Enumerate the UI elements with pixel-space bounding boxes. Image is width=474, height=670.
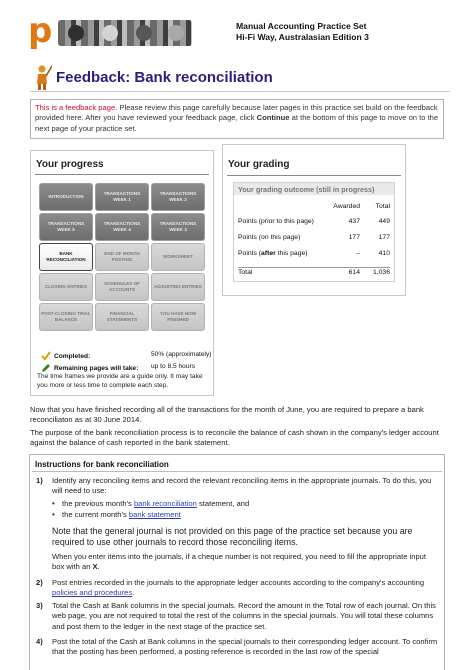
awarded-column-header: Awarded [333, 203, 360, 210]
instruction-step-3 [36, 601, 438, 632]
progress-step-end-of-month-posting: END OF MONTH POSTING [95, 243, 149, 271]
progress-step-adjusting-entries: ADJUSTING ENTRIES [151, 273, 205, 301]
instruction-step-1 [36, 476, 438, 497]
progress-step-transactions-week-4: TRANSACTIONS WEEK 4 [95, 213, 149, 241]
step-text: Post the total of the Cash at Bank columns in the special journals to their corresponding ledger account. To confirm that the posting has been performed, a posting reference is recorded in the last row of the special [52, 637, 438, 657]
policies-and-procedures-link[interactable]: policies and procedures [52, 588, 133, 598]
grading-outcome-table [233, 182, 395, 282]
grading-row-total: 410 [378, 250, 390, 257]
progress-title-divider [35, 174, 209, 175]
step-number: 3) [36, 601, 43, 610]
progress-step-transactions-week-5: TRANSACTIONS WEEK 5 [39, 213, 93, 241]
progress-step-schedules-of-accounts: SCHEDULES OF ACCOUNTS [95, 273, 149, 301]
instructions-title: Instructions for bank reconciliation [35, 460, 169, 469]
grading-row-label: Points (after this page) [238, 250, 308, 257]
grading-row-after [238, 250, 390, 261]
grading-row-total: 449 [378, 218, 390, 225]
step-number: 4) [36, 637, 43, 646]
completed-row [41, 351, 212, 361]
grading-panel [222, 144, 406, 296]
grading-total-awarded: 614 [348, 269, 360, 276]
progress-panel [30, 150, 214, 396]
grading-row-prior [238, 218, 390, 229]
instructions-divider [32, 471, 442, 472]
grading-title: Your grading [228, 159, 290, 170]
step-text: Post entries recorded in the journals to the appropriate ledger accounts according to the company's accounting policies and procedures. [52, 578, 425, 598]
remaining-value: up to 8.5 hours [151, 363, 195, 370]
total-column-header: Total [375, 203, 390, 210]
feedback-notice-text-end: at the bottom of this page to move on to the next page of your practice set. [35, 113, 439, 133]
step-text: Total the Cash at Bank columns in the special journals. Record the amount in the Total row of each journal. On this web page, you are not required to total the rest of the columns in the special journals. You will total these columns and post them to the ledger in the next stage of the practice set. [52, 601, 436, 631]
progress-step-transactions-week-1: TRANSACTIONS WEEK 1 [95, 183, 149, 211]
grading-column-headers [238, 203, 390, 214]
practice-set-title [236, 21, 369, 43]
remaining-label: Remaining pages will take: [54, 364, 139, 372]
grading-row-total-sum [238, 267, 390, 278]
progress-step-transactions-week-3: TRANSACTIONS WEEK 3 [151, 213, 205, 241]
completed-label: Completed: [54, 352, 91, 360]
resource-list-item: • the previous month's bank reconciliation statement, and [52, 499, 250, 508]
bank-statement-link[interactable]: bank statement [128, 510, 181, 519]
remaining-row [41, 363, 195, 373]
grading-row-total: 177 [378, 234, 390, 241]
page-heading [30, 62, 450, 92]
progress-step-finished: YOU HAVE NOW FINISHED [151, 303, 205, 331]
feedback-notice-text: Please review this page carefully because later pages in this practice set build on the feedback provided here. After you have reviewed your feedback page, click [35, 103, 438, 123]
progress-title: Your progress [36, 159, 104, 170]
grading-row-this-page [238, 234, 390, 245]
purpose-paragraph: The purpose of the bank reconciliation process is to reconcile the balance of cash shown in the company's ledger account against the balance of cash reported in the bank statement. [30, 428, 439, 448]
grading-row-awarded: 437 [348, 218, 360, 225]
logo-puzzle-strip [58, 20, 192, 46]
progress-step-bank-reconciliation: BANK RECONCILIATION [39, 243, 93, 271]
bank-reconciliation-link[interactable]: bank reconciliation [133, 499, 197, 508]
brand-logo [28, 11, 192, 51]
grading-row-awarded: – [356, 250, 360, 257]
intro-paragraph: Now that you have finished recording all of the transactions for the month of June, you are required to prepare a bank reconciliaton as at 30 June 2014. [30, 405, 424, 425]
step-text: Identify any reconciling items and record the relevant reconciling items in the appropriate journals. To do this, you will need to use: [52, 476, 432, 496]
continue-reference: Continue [256, 113, 290, 123]
step-number: 2) [36, 578, 43, 587]
practice-set-title-line1: Manual Accounting Practice Set [236, 21, 367, 31]
feedback-notice [30, 99, 444, 139]
instruction-step-4 [36, 637, 438, 658]
feedback-notice-highlight: This is a feedback page. [35, 103, 118, 112]
grading-row-awarded: 177 [348, 234, 360, 241]
progress-step-transactions-week-2: TRANSACTIONS WEEK 2 [151, 183, 205, 211]
time-frame-note: The time frames we provide are a guide only. It may take you more or less time to complete each step. [37, 373, 203, 389]
grading-total-total: 1,036 [372, 269, 390, 276]
step-number: 1) [36, 476, 43, 485]
checkmark-icon [41, 351, 51, 361]
resource-list-item: • the current month's bank statement [52, 510, 181, 519]
grading-total-label: Total [238, 269, 253, 276]
grading-row-label: Points (on this page) [238, 234, 301, 241]
completed-value: 50% (approximately) [151, 351, 212, 358]
logo-letter: p [28, 11, 53, 51]
instructions-box [29, 454, 445, 670]
grading-row-label: Points (prior to this page) [238, 218, 314, 225]
site-header [0, 0, 474, 60]
pencil-icon [41, 363, 51, 373]
cheque-number-note: When you enter items into the journals, if a cheque number is not required, you need to fill the appropriate input box with an X. [52, 552, 427, 572]
page-title: Feedback: Bank reconciliation [56, 69, 273, 86]
progress-step-closing-entries: CLOSING ENTRIES [39, 273, 93, 301]
grading-outcome-header: Your grading outcome (still in progress) [234, 183, 394, 195]
progress-step-introduction: INTRODUCTION [39, 183, 93, 211]
general-journal-note: Note that the general journal is not provided on this page of the practice set because you are required to use other journals to record those reconciling items. [52, 526, 413, 548]
progress-step-worksheet: WORKSHEET [151, 243, 205, 271]
teacher-pointer-icon [32, 64, 52, 90]
instruction-step-2 [36, 578, 438, 599]
grading-title-divider [227, 175, 401, 176]
progress-step-post-closing-trial-balance: POST-CLOSING TRIAL BALANCE [39, 303, 93, 331]
progress-step-financial-statements: FINANCIAL STATEMENTS [95, 303, 149, 331]
practice-set-title-line2: Hi-Fi Way, Australasian Edition 3 [236, 32, 369, 42]
